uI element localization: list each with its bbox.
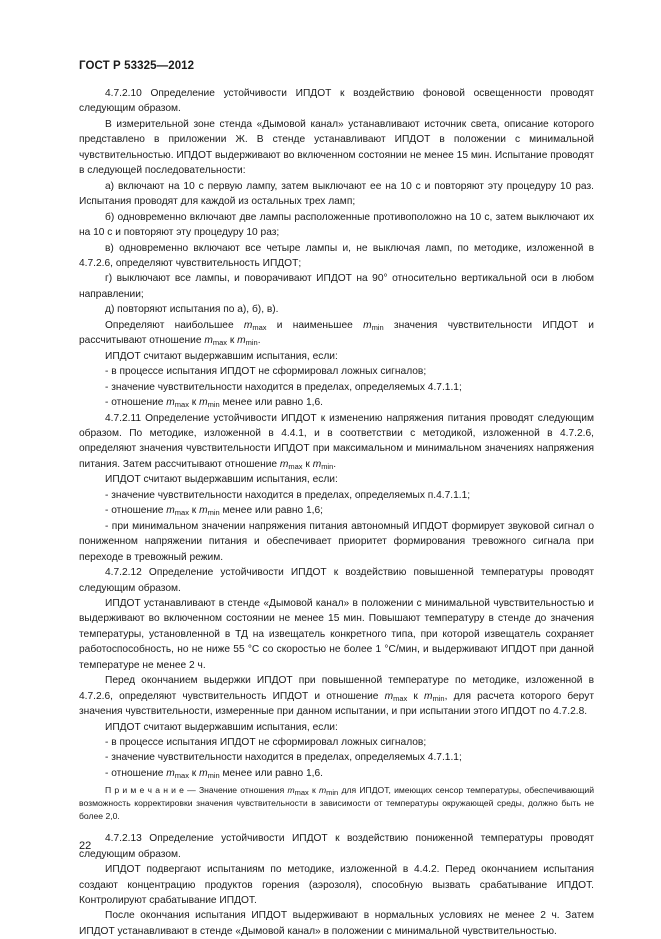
list-item: - при минимальном значении напряжения питания автономный ИПДОТ формирует звуковой сигнал о пониженном напряжении питания и обеспечивает приоритет формирования тревожного сигнала при переходе в тревожный режим.	[79, 520, 594, 563]
list-item: б) одновременно включают две лампы расположенные противоположно на 10 с, затем выключают их на 10 с и повторяют эту процедуру 10 раз;	[79, 211, 594, 239]
list-item: в) одновременно включают все четыре лампы и, не выключая ламп, по методике, изложенной в 4.7.2.6, определяют чувствительность ИПДОТ;	[79, 242, 594, 269]
page-number: 22	[79, 840, 92, 852]
paragraph: После окончания испытания ИПДОТ выдерживают в нормальных условиях не менее 2 ч. Затем ИПДОТ устанавливают в стенде «Дымовой канал» в положении с минимальной чувствительностью.	[79, 910, 594, 937]
list-item: д) повторяют испытания по а), б), в).	[105, 304, 279, 316]
standard-header: ГОСТ Р 53325—2012	[79, 60, 195, 72]
paragraph: 4.7.2.13 Определение устойчивости ИПДОТ к воздействию пониженной температуры проводят следующим образом.	[79, 833, 594, 860]
list-item: - в процессе испытания ИПДОТ не сформировал ложных сигналов;	[105, 366, 427, 378]
paragraph-formula: 4.7.2.11 Определение устойчивости ИПДОТ к изменению напряжения питания проводят следующим образом. По методике, изложенной в 4.4.1, и в соответствии с методикой, изложенной в 4.7.2.6, определяют значения чувствительности ИПДОТ при максимальном и минимальном значениях напряжения питания. Затем рассчитывают отношение $m_{max}$ к $m_{min}$.	[79, 412, 594, 471]
paragraph: ИПДОТ считают выдержавшим испытания, если:	[105, 721, 338, 733]
list-item: - значение чувствительности находится в пределах, определяемых п.4.7.1.1;	[105, 489, 471, 501]
paragraph: 4.7.2.12 Определение устойчивости ИПДОТ к воздействию повышенной температуры проводят следующим образом.	[79, 567, 594, 594]
document-body	[79, 86, 594, 939]
list-item: - значение чувствительности находится в пределах, определяемых 4.7.1.1;	[105, 381, 462, 393]
paragraph: ИПДОТ считают выдержавшим испытания, если:	[105, 350, 338, 362]
note: П р и м е ч а н и е — Значение отношения $m_{max}$ к $m_{min}$ для ИПДОТ, имеющих сенсор температуры, обеспечивающий возможность корректировки значения чувствительности в зависимости от температуры окружающей среды, должно быть не более 2,0.	[79, 785, 594, 821]
list-item: - значение чувствительности находится в пределах, определяемых 4.7.1.1;	[105, 752, 462, 764]
paragraph: В измерительной зоне стенда «Дымовой канал» устанавливают источник света, описание которого представлено в приложении Ж. В стенде устанавливают ИПДОТ в положении с минимальной чувствительностью. ИПДОТ выдерживают во включенном состоянии не менее 15 мин. Испытание проводят в следующей последовательности:	[79, 118, 594, 177]
paragraph: ИПДОТ устанавливают в стенде «Дымовой канал» в положении с минимальной чувствительностью и выдерживают во включенном состоянии не менее 15 мин. Повышают температуру в стенде до значения температуры, установленной в ТД на извещатель конкретного типа, при которой извещатель сохраняет работоспособность, но не ниже 55 °С со скоростью не более 1 °С/мин, и выдерживают ИПДОТ при данной температуре не менее 2 ч.	[79, 597, 594, 671]
list-item-formula: - отношение $m_{max}$ к $m_{min}$ менее или равно 1,6.	[105, 397, 323, 410]
list-item: г) выключают все лампы, и поворачивают ИПДОТ на 90° относительно вертикальной оси в любом направлении;	[79, 273, 594, 300]
paragraph: ИПДОТ подвергают испытаниям по методике, изложенной в 4.4.2. Перед окончанием испытания создают концентрацию продуктов горения (аэрозоля), способную вызвать срабатывание ИПДОТ. Контролируют срабатывание ИПДОТ.	[79, 864, 594, 906]
list-item-formula: - отношение $m_{max}$ к $m_{min}$ менее или равно 1,6.	[105, 767, 323, 780]
paragraph-formula: Перед окончанием выдержки ИПДОТ при повышенной температуре по методике, изложенной в 4.7.2.6, определяют чувствительность ИПДОТ и отношение $m_{max}$ к $m_{min}$, для расчета которого берут значения чувствительности, измеренные при данном испытании, и при испытании этого ИПДОТ по 4.7.2.8.	[79, 675, 594, 718]
list-item: - в процессе испытания ИПДОТ не сформировал ложных сигналов;	[105, 737, 427, 749]
paragraph: ИПДОТ считают выдержавшим испытания, если:	[105, 474, 338, 486]
list-item: а) включают на 10 с первую лампу, затем выключают ее на 10 с и повторяют эту процедуру 10 раз. Испытания проводят для каждой из остальных трех ламп;	[79, 180, 594, 208]
list-item-formula: - отношение $m_{max}$ к $m_{min}$ менее или равно 1,6;	[105, 505, 323, 518]
paragraph-formula: Определяют наибольшее $m_{max}$ и наименьшее $m_{min}$ значения чувствительности ИПДОТ и рассчитывают отношение $m_{max}$ к $m_{min}$.	[79, 319, 594, 348]
paragraph: 4.7.2.10 Определение устойчивости ИПДОТ к воздействию фоновой освещенности проводят следующим образом.	[79, 88, 594, 115]
